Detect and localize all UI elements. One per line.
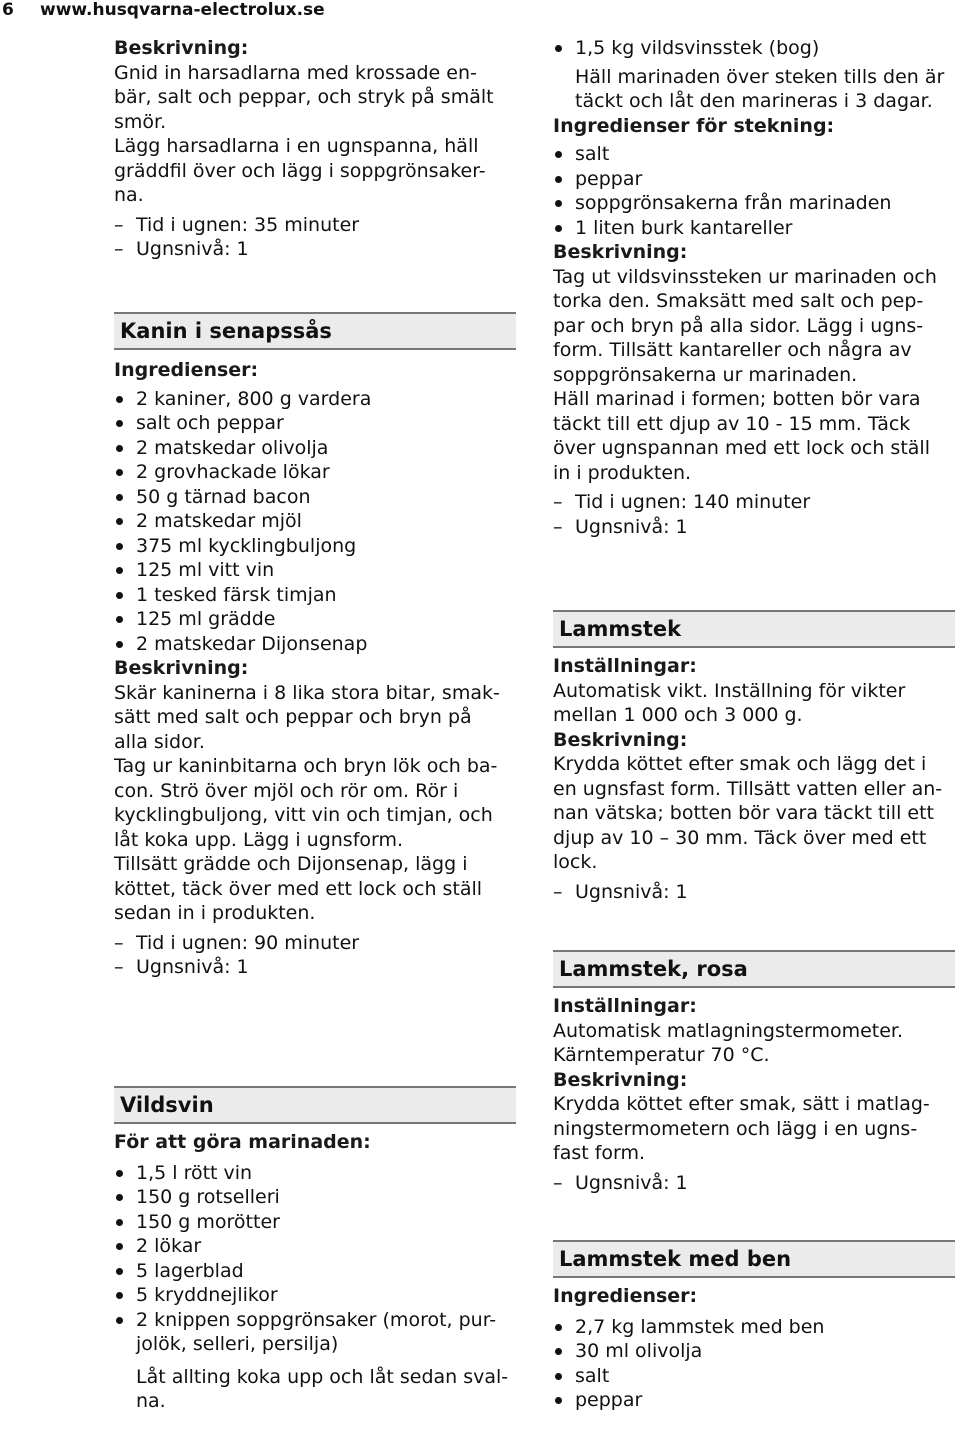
description-line: djup av 10 – 30 mm. Täck över med ett xyxy=(553,826,927,849)
ingredient-item xyxy=(114,1308,516,1357)
description-line: Tag ur kaninbitarna och bryn lök och ba- xyxy=(114,755,498,777)
ingredient-item: peppar xyxy=(553,1388,955,1413)
lammstek-med-ben-ingredients xyxy=(553,1315,955,1413)
oven-time: – Tid i ugnen: 140 minuter xyxy=(553,490,955,515)
oven-level: – Ugnsnivå: 1 xyxy=(553,1171,955,1196)
description-line: par och bryn på alla sidor. Lägg i ugns- xyxy=(553,314,924,337)
ingredient-item: 1,5 kg vildsvinsstek (bog) xyxy=(553,36,955,61)
settings-label: Inställningar: xyxy=(553,655,697,677)
description-label: Beskrivning: xyxy=(553,241,688,263)
description-line: bär, salt och peppar, och stryk på smält xyxy=(114,86,494,108)
description-line: fast form. xyxy=(553,1142,646,1164)
oven-level: – Ugnsnivå: 1 xyxy=(114,237,516,262)
lammstek-description xyxy=(553,752,955,875)
page-header xyxy=(0,0,960,24)
ingredient-item: 2,7 kg lammstek med ben xyxy=(553,1315,955,1340)
description-line: Lägg harsadlarna i en ugnspanna, häll xyxy=(114,135,479,157)
ingredient-item: 375 ml kycklingbuljong xyxy=(114,534,516,559)
vildsvin-ingredients xyxy=(114,1161,516,1357)
description-line: gräddfil över och lägg i soppgrönsaker- xyxy=(114,159,486,182)
kanin-section xyxy=(114,358,516,980)
ingredient-item: 150 g rotselleri xyxy=(114,1185,516,1210)
description-line: torka den. Smaksätt med salt och pep- xyxy=(553,290,924,312)
lammstek-rosa-description xyxy=(553,1092,955,1166)
frying-ingredients xyxy=(553,142,955,240)
description-line: sedan in i produkten. xyxy=(114,902,316,924)
ingredient-item: 1 liten burk kantareller xyxy=(553,216,955,241)
description-line: Skär kaninerna i 8 lika stora bitar, smak- xyxy=(114,681,500,704)
ingredient-item: 50 g tärnad bacon xyxy=(114,485,516,510)
ingredient-item: 150 g morötter xyxy=(114,1210,516,1235)
ingredients-label: Ingredienser: xyxy=(553,1285,698,1307)
description-line: con. Strö över mjöl och rör om. Rör i xyxy=(114,779,459,802)
description-line: sätt med salt och peppar och bryn på xyxy=(114,706,472,728)
oven-time: – Tid i ugnen: 90 minuter xyxy=(114,931,516,956)
ingredients-label: Ingredienser: xyxy=(114,359,259,381)
ingredient-item: 2 grovhackade lökar xyxy=(114,460,516,485)
vildsvin-section xyxy=(114,1130,516,1414)
ingredient-item: 125 ml grädde xyxy=(114,607,516,632)
page-number: 6 xyxy=(2,0,14,20)
description-line: Tag ut vildsvinssteken ur marinaden och xyxy=(553,265,937,288)
description-line: Häll marinad i formen; botten bör vara xyxy=(553,388,921,410)
ingredient-item: 1 tesked färsk timjan xyxy=(114,583,516,608)
oven-level: – Ugnsnivå: 1 xyxy=(553,880,955,905)
description-line: köttet, täck över med ett lock och ställ xyxy=(114,877,483,900)
section-title-lammstek-med-ben: Lammstek med ben xyxy=(553,1240,955,1278)
hare-description xyxy=(114,61,516,208)
description-line: na. xyxy=(114,184,144,206)
ingredient-item: soppgrönsakerna från marinaden xyxy=(553,191,955,216)
description-line: soppgrönsakerna ur marinaden. xyxy=(553,363,858,386)
section-title-lammstek-rosa: Lammstek, rosa xyxy=(553,950,955,988)
ingredient-item: salt och peppar xyxy=(114,411,516,436)
note-line: Häll marinaden över steken tills den är xyxy=(575,65,945,88)
ingredient-item: 1,5 l rött vin xyxy=(114,1161,516,1186)
site-url: www.husqvarna-electrolux.se xyxy=(40,0,325,20)
kanin-description xyxy=(114,681,516,926)
ingredient-line: jolök, selleri, persilja) xyxy=(136,1333,339,1355)
ingredient-item: salt xyxy=(553,142,955,167)
oven-level: – Ugnsnivå: 1 xyxy=(114,955,516,980)
description-line: Tillsätt grädde och Dijonsenap, lägg i xyxy=(114,853,468,875)
bog-section xyxy=(553,36,955,539)
ingredient-item: 5 lagerblad xyxy=(114,1259,516,1284)
lammstek-rosa-section xyxy=(553,994,955,1195)
ingredient-item: 2 lökar xyxy=(114,1234,516,1259)
settings-line: Automatisk matlagningstermometer. xyxy=(553,1019,904,1042)
description-line: lock. xyxy=(553,851,598,873)
description-label: Beskrivning: xyxy=(114,657,249,679)
ingredient-item: 2 matskedar olivolja xyxy=(114,436,516,461)
description-label: Beskrivning: xyxy=(553,728,688,751)
description-line: Krydda köttet efter smak och lägg det i xyxy=(553,753,927,775)
settings-line: Automatisk vikt. Inställning för vikter xyxy=(553,679,906,702)
settings-line: mellan 1 000 och 3 000 g. xyxy=(553,704,803,726)
ingredient-item: 30 ml olivolja xyxy=(553,1339,955,1364)
description-label: Beskrivning: xyxy=(553,1068,688,1091)
lammstek-med-ben-section xyxy=(553,1284,955,1413)
ingredient-item: 2 matskedar mjöl xyxy=(114,509,516,534)
description-line: låt koka upp. Lägg i ugnsform. xyxy=(114,828,404,851)
description-line: smör. xyxy=(114,110,167,133)
oven-time: – Tid i ugnen: 35 minuter xyxy=(114,213,516,238)
settings-line: Kärntemperatur 70 °C. xyxy=(553,1044,770,1066)
description-line: nan vätska; botten bör vara täckt till ett xyxy=(553,802,934,824)
description-line: alla sidor. xyxy=(114,730,205,753)
ingredient-item: salt xyxy=(553,1364,955,1389)
description-line: en ugnsfast form. Tillsätt vatten eller an- xyxy=(553,777,943,800)
description-line: Krydda köttet efter smak, sätt i matlag- xyxy=(553,1093,930,1115)
lammstek-section xyxy=(553,654,955,904)
description-line: Gnid in harsadlarna med krossade en- xyxy=(114,61,477,84)
note-line: Låt allting koka upp och låt sedan sval- xyxy=(136,1365,509,1388)
ingredient-item: 125 ml vitt vin xyxy=(114,558,516,583)
kanin-ingredients xyxy=(114,387,516,657)
note-line: na. xyxy=(136,1390,166,1412)
oven-level: – Ugnsnivå: 1 xyxy=(553,515,955,540)
marinade-label: För att göra marinaden: xyxy=(114,1131,371,1153)
bog-description xyxy=(553,265,955,486)
ingredient-item: 2 kaniner, 800 g vardera xyxy=(114,387,516,412)
description-line: form. Tillsätt kantareller och några av xyxy=(553,339,912,361)
section-title-lammstek: Lammstek xyxy=(553,610,955,648)
description-line: kycklingbuljong, vitt vin och timjan, och xyxy=(114,804,493,826)
description-line: ningstermometern och lägg i en ugns- xyxy=(553,1117,918,1140)
ingredient-item: 5 kryddnejlikor xyxy=(114,1283,516,1308)
bog-note xyxy=(553,65,955,114)
vildsvin-note xyxy=(114,1365,516,1414)
description-label: Beskrivning: xyxy=(114,37,249,59)
settings-label: Inställningar: xyxy=(553,995,697,1017)
note-line: täckt och låt den marineras i 3 dagar. xyxy=(575,90,933,112)
description-line: in i produkten. xyxy=(553,461,692,484)
ingredient-item: 2 matskedar Dijonsenap xyxy=(114,632,516,657)
description-line: över ugnspannan med ett lock och ställ xyxy=(553,437,930,459)
description-line: täckt till ett djup av 10 - 15 mm. Täck xyxy=(553,412,911,435)
ingredient-line: 2 knippen soppgrönsaker (morot, pur- xyxy=(136,1308,497,1331)
hare-section xyxy=(114,36,516,262)
ingredient-item: peppar xyxy=(553,167,955,192)
section-title-kanin: Kanin i senapssås xyxy=(114,312,516,350)
frying-ingredients-label: Ingredienser för stekning: xyxy=(553,114,835,137)
section-title-vildsvin: Vildsvin xyxy=(114,1086,516,1124)
